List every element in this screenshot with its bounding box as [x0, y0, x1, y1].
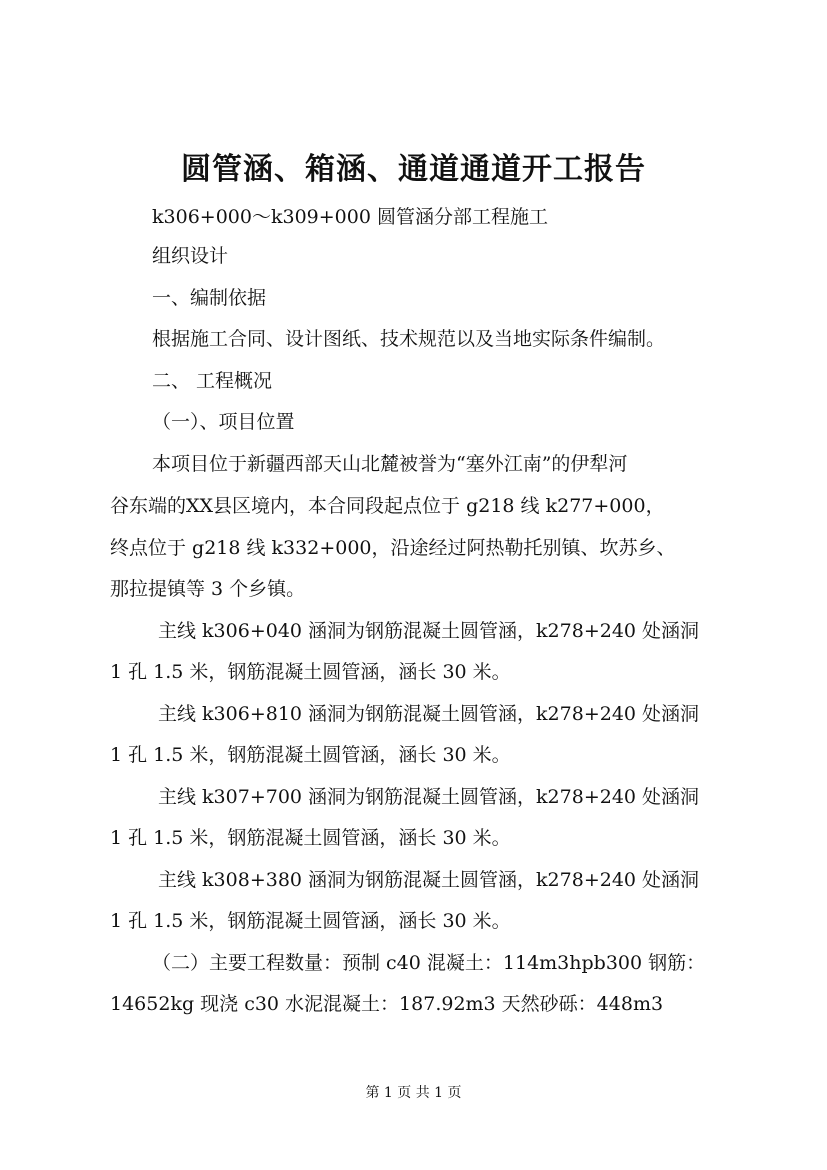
text-line: 组织设计 — [152, 245, 229, 267]
subsection-heading: （二）主要工程数量：预制 c40 混凝土：114m3hpb300 钢筋： — [152, 952, 706, 974]
text-line: 主线 k306+040 涵洞为钢筋混凝土圆管涵，k278+240 处涵洞 — [158, 620, 700, 642]
text-line: 终点位于 g218 线 k332+000，沿途经过阿热勒托别镇、坎苏乡、 — [110, 537, 676, 559]
page-footer: 第 1 页 共 1 页 — [365, 1085, 462, 1101]
subsection-heading: （一）、项目位置 — [152, 411, 295, 433]
section-heading: 二、 工程概况 — [152, 370, 273, 392]
text-line: 1 孔 1.5 米，钢筋混凝土圆管涵，涵长 30 米。 — [110, 744, 511, 766]
text-line: 1 孔 1.5 米，钢筋混凝土圆管涵，涵长 30 米。 — [110, 661, 511, 683]
text-line: 谷东端的XX县区境内，本合同段起点位于 g218 线 k277+000， — [110, 495, 665, 517]
text-line: 根据施工合同、设计图纸、技术规范以及当地实际条件编制。 — [152, 328, 666, 350]
text-line: 主线 k306+810 涵洞为钢筋混凝土圆管涵，k278+240 处涵洞 — [158, 703, 700, 725]
text-line: 1 孔 1.5 米，钢筋混凝土圆管涵，涵长 30 米。 — [110, 827, 511, 849]
text-line: k306+000～k309+000 圆管涵分部工程施工 — [152, 206, 548, 228]
text-line: 主线 k307+700 涵洞为钢筋混凝土圆管涵，k278+240 处涵洞 — [158, 786, 700, 808]
text-line: 14652kg 现浇 c30 水泥混凝土：187.92m3 天然砂砾：448m3 — [110, 993, 664, 1015]
document-title: 圆管涵、箱涵、通道通道开工报告 — [181, 152, 646, 187]
section-heading: 一、编制依据 — [152, 287, 267, 309]
text-line: 主线 k308+380 涵洞为钢筋混凝土圆管涵，k278+240 处涵洞 — [158, 869, 700, 891]
text-line: 1 孔 1.5 米，钢筋混凝土圆管涵，涵长 30 米。 — [110, 910, 511, 932]
text-line: 本项目位于新疆西部天山北麓被誉为“塞外江南”的伊犁河 — [152, 453, 628, 475]
text-line: 那拉提镇等 3 个乡镇。 — [110, 578, 306, 600]
